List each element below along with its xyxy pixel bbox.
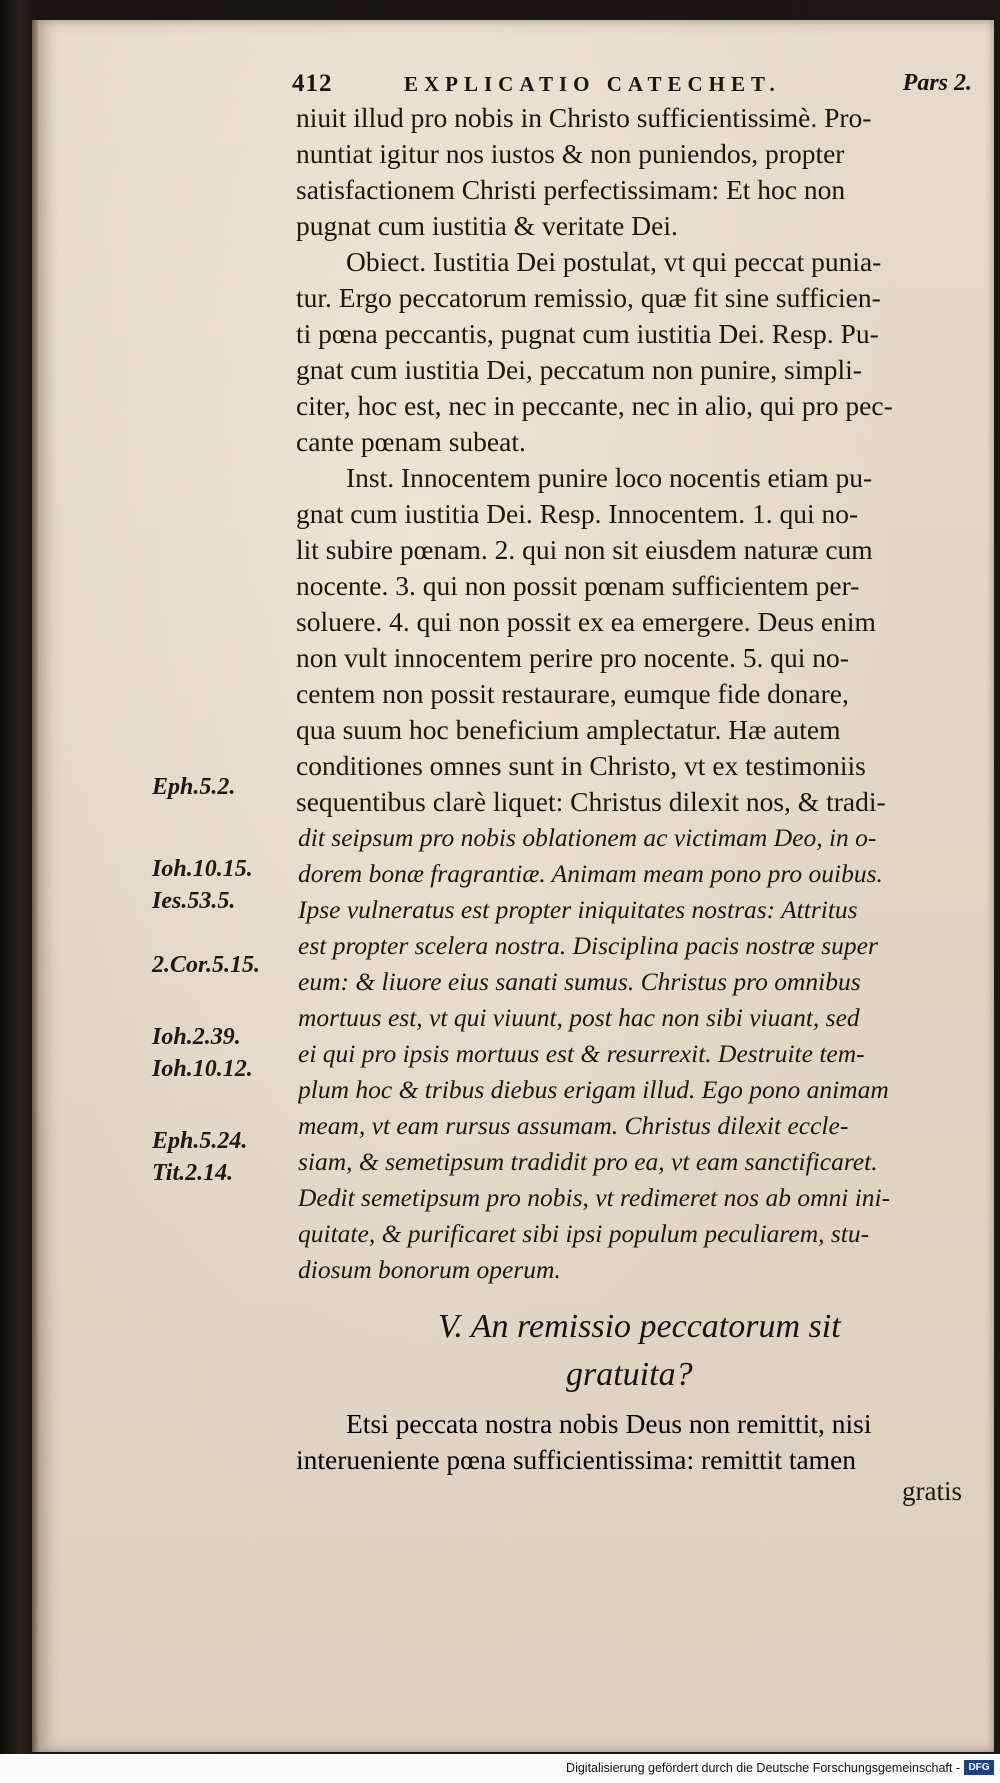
margin-reference: Ies.53.5. (152, 888, 236, 914)
text-line: diosum bonorum operum. (298, 1255, 561, 1284)
text-line: est propter scelera nostra. Disciplina pacis nostræ super (298, 931, 878, 960)
text-line: plum hoc & tribus diebus erigam illud. Ego pono animam (298, 1075, 889, 1104)
text-line: sequentibus clarè liquet: Christus dilexit nos, & tradi- (296, 786, 886, 817)
margin-reference: Ioh.10.15. (152, 856, 253, 882)
margin-reference: 2.Cor.5.15. (152, 952, 261, 978)
margin-reference: Eph.5.2. (152, 774, 236, 800)
text-line: nuntiat igitur nos iustos & non puniendos, propter (296, 138, 845, 169)
page-number: 412 (292, 70, 333, 97)
text-line: Dedit semetipsum pro nobis, vt redimeret nos ab omni ini- (298, 1183, 891, 1212)
footer-credit: Digitalisierung gefördert durch die Deutsche Forschungsgemeinschaft - (566, 1761, 960, 1775)
text-line: ei qui pro ipsis mortuus est & resurrexit. Destruite tem- (298, 1039, 865, 1068)
text-line: siam, & semetipsum tradidit pro ea, vt eam sanctificaret. (298, 1147, 878, 1176)
margin-reference: Ioh.10.12. (152, 1056, 253, 1082)
text-line: cante pœnam subeat. (296, 426, 526, 457)
text-line: nocente. 3. qui non possit pœnam sufficientem per- (296, 570, 860, 601)
text-line: qua suum hoc beneficium amplectatur. Hæ autem (296, 714, 841, 745)
text-line: Obiect. Iustitia Dei postulat, vt qui peccat punia- (346, 246, 882, 277)
text-line: ti pœna peccantis, pugnat cum iustitia Dei. Resp. Pu- (296, 318, 879, 349)
margin-reference: Ioh.2.39. (152, 1024, 241, 1050)
text-line: dorem bonæ fragrantiæ. Animam meam pono pro ouibus. (298, 859, 883, 888)
text-line: pugnat cum iustitia & veritate Dei. (296, 210, 678, 241)
text-line: gnat cum iustitia Dei, peccatum non punire, simpli- (296, 354, 862, 385)
catchword: gratis (902, 1476, 962, 1506)
text-line: gnat cum iustitia Dei. Resp. Innocentem. 1. qui no- (296, 498, 859, 529)
section-heading: V. An remissio peccatorum sit (438, 1308, 841, 1345)
margin-reference: Tit.2.14. (152, 1160, 234, 1186)
text-line: satisfactionem Christi perfectissimam: Et hoc non (296, 174, 846, 205)
text-line: soluere. 4. qui non possit ex ea emergere. Deus enim (296, 606, 876, 637)
text-line: lit subire pœnam. 2. qui non sit eiusdem naturæ cum (296, 534, 873, 565)
text-line: tur. Ergo peccatorum remissio, quæ fit sine sufficien- (296, 282, 881, 313)
text-line: conditiones omnes sunt in Christo, vt ex testimoniis (296, 750, 866, 781)
margin-reference: Eph.5.24. (152, 1128, 248, 1154)
text-line: mortuus est, vt qui viuunt, post hac non sibi viuant, sed (298, 1003, 860, 1032)
text-line: non vult innocentem perire pro nocente. 5. qui no- (296, 642, 849, 673)
text-line: Inst. Innocentem punire loco nocentis etiam pu- (346, 462, 873, 493)
running-header (292, 62, 982, 102)
text-line: Ipse vulneratus est propter iniquitates nostras: Attritus (298, 895, 858, 924)
text-line: Etsi peccata nostra nobis Deus non remittit, nisi (346, 1408, 872, 1439)
digitization-footer (0, 1754, 1000, 1783)
part-label: Pars 2. (902, 70, 972, 96)
running-title: EXPLICATIO CATECHET. (404, 72, 781, 96)
text-line: centem non possit restaurare, eumque fide donare, (296, 678, 849, 709)
text-line: quitate, & purificaret sibi ipsi populum peculiarem, stu- (298, 1219, 870, 1248)
text-line: meam, vt eam rursus assumam. Christus dilexit eccle- (298, 1111, 849, 1140)
dfg-logo: DFG (964, 1760, 994, 1775)
text-line: niuit illud pro nobis in Christo sufficientissimè. Pro- (296, 102, 872, 133)
text-line: dit seipsum pro nobis oblationem ac victimam Deo, in o- (298, 823, 877, 852)
text-line: citer, hoc est, nec in peccante, nec in alio, qui pro pec- (296, 390, 893, 421)
text-line: eum: & liuore eius sanati sumus. Christus pro omnibus (298, 967, 861, 996)
text-line: interueniente pœna sufficientissima: remittit tamen (296, 1444, 857, 1475)
section-heading-continued: gratuita? (566, 1356, 693, 1393)
